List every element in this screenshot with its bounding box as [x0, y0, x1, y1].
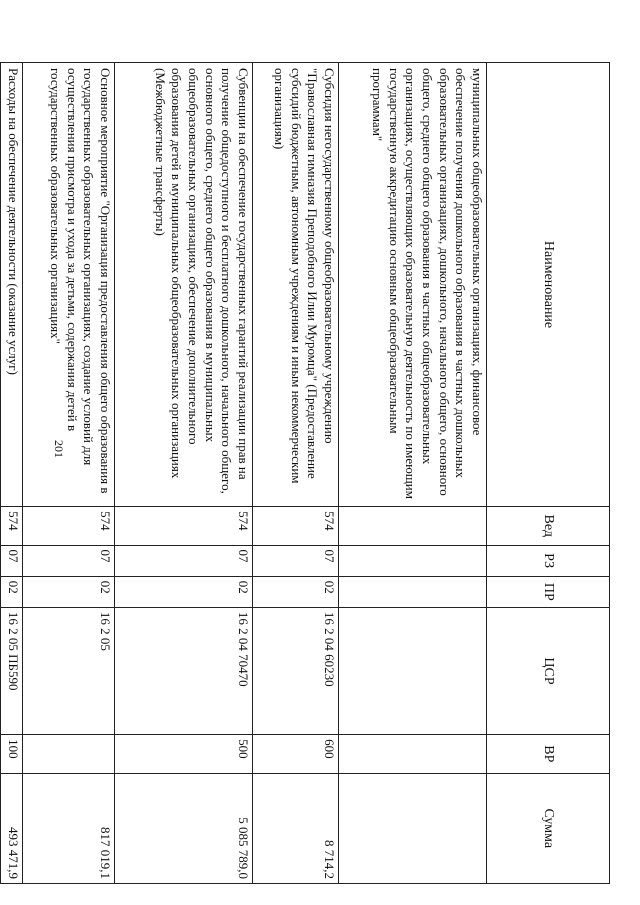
row-name: Расходы на обеспечение деятельности (оказание услуг)	[1, 63, 23, 507]
row-ved: 574	[23, 507, 115, 545]
table-row	[115, 63, 253, 884]
header-name: Наименование	[487, 63, 610, 507]
table-row	[1, 63, 23, 884]
row-vr: 500	[115, 735, 253, 773]
row-name: Основное мероприятие "Организация предоставления общего образования в государственных образовательных организациях, создание условий для осуществления присмотра и ухода за детьми, содержания детей в государственных образовательных организациях"	[23, 63, 115, 507]
row-csr: 16 2 04 70470	[115, 607, 253, 734]
row-ved: 574	[253, 507, 339, 545]
row-sum: 493 471,9	[1, 773, 23, 883]
table-row	[253, 63, 339, 884]
row-vr: 100	[1, 735, 23, 773]
row-sum: 8 714,2	[253, 773, 339, 883]
header-csr: ЦСР	[487, 607, 610, 734]
row-pr	[339, 576, 487, 607]
table-header-row	[487, 63, 610, 884]
row-rz: 07	[115, 545, 253, 576]
row-vr	[23, 735, 115, 773]
row-ved: 574	[1, 507, 23, 545]
table-row	[339, 63, 487, 884]
row-sum	[339, 773, 487, 883]
row-ved	[339, 507, 487, 545]
table-row	[23, 63, 115, 884]
row-csr	[339, 607, 487, 734]
row-rz: 07	[253, 545, 339, 576]
row-rz	[339, 545, 487, 576]
header-rz: РЗ	[487, 545, 610, 576]
header-pr: ПР	[487, 576, 610, 607]
row-ved: 574	[115, 507, 253, 545]
row-rz: 07	[23, 545, 115, 576]
page-number: 201	[52, 440, 66, 458]
row-name: Субсидия негосударственному общеобразовательному учреждению "Православная гимназия Преподобного Илии Муромца" (Предоставление субсидий бюджетным, автономным учреждениям и иным некоммерческим организациям)	[253, 63, 339, 507]
row-csr: 16 2 05	[23, 607, 115, 734]
header-sum: Сумма	[487, 773, 610, 883]
row-pr: 02	[23, 576, 115, 607]
row-name: Субвенции на обеспечение государственных гарантий реализации прав на получение общедоступного и бесплатного дошкольного, начального общего, основного общего, среднего общего образования в муниципальных общеобразовательных организациях, обеспечение дополнительного образования детей в муниципальных общеобразовательных организациях (Межбюджетные трансферты)	[115, 63, 253, 507]
header-ved: Вед	[487, 507, 610, 545]
budget-table	[0, 62, 610, 884]
row-pr: 02	[1, 576, 23, 607]
row-vr: 600	[253, 735, 339, 773]
row-rz: 07	[1, 545, 23, 576]
row-vr	[339, 735, 487, 773]
header-vr: ВР	[487, 735, 610, 773]
row-pr: 02	[253, 576, 339, 607]
row-name: муниципальных общеобразовательных организациях, финансовое обеспечение получения дошкольного образования в частных дошкольных образовательных организациях, дошкольного, начального общего, основного общего, среднего общего образования в частных общеобразовательных организациях, осуществляющих образовательную деятельность по имеющим государственную аккредитацию основным общеобразовательным программам"	[339, 63, 487, 507]
row-csr: 16 2 04 60230	[253, 607, 339, 734]
row-pr: 02	[115, 576, 253, 607]
row-csr: 16 2 05 ПБ590	[1, 607, 23, 734]
row-sum: 5 085 789,0	[115, 773, 253, 883]
row-sum: 817 019,1	[23, 773, 115, 883]
